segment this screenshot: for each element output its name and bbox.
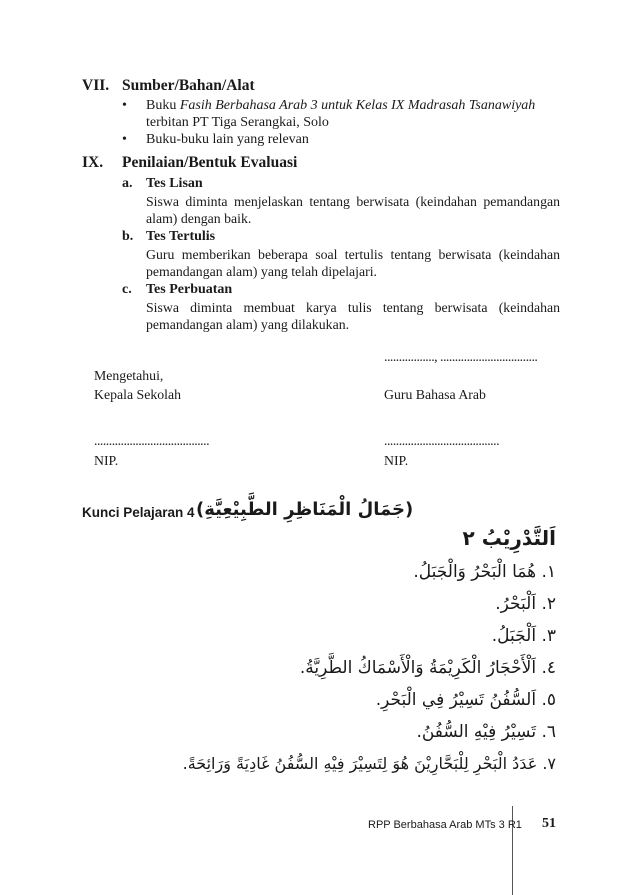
bullet-2-marker: • <box>122 132 127 147</box>
item-a-title: Tes Lisan <box>146 176 203 191</box>
item-a-line-1: Siswa diminta menjelaskan tentang berwisata (keindahan pemandangan <box>146 194 560 209</box>
item-c-title: Tes Perbuatan <box>146 282 233 297</box>
answer-6: ٦. تَسِيْرُ فِيْهِ السُّفُنُ. <box>416 722 556 742</box>
teacher-label: Guru Bahasa Arab <box>384 387 486 402</box>
principal-signature-line: ....................................... <box>94 433 210 448</box>
principal-nip: NIP. <box>94 453 119 468</box>
footer-text: RPP Berbahasa Arab MTs 3 R1 <box>368 819 522 831</box>
section-7-number: VII. <box>82 77 110 94</box>
acknowledged-label: Mengetahui, <box>94 368 164 383</box>
bullet-2-text: Buku-buku lain yang relevan <box>146 132 309 147</box>
section-7-title: Sumber/Bahan/Alat <box>122 77 255 94</box>
item-c-letter: c. <box>122 282 132 297</box>
bullet-1-text <box>146 97 566 114</box>
item-b-title: Tes Tertulis <box>146 229 216 244</box>
item-a-letter: a. <box>122 176 133 191</box>
item-c-line-1: Siswa diminta membuat karya tulis tentang berwisata (keindahan <box>146 300 560 315</box>
answer-4: ٤. اَلْأَحْجَارُ الْكَرِيْمَةُ وَالْأَسْمَاكُ الطَّرِيَّةُ. <box>299 658 556 678</box>
answer-key-arabic-title: (جَمَالُ الْمَنَاظِرِ الطَّبِيْعِيَّةِ) <box>196 499 414 520</box>
principal-label: Kepala Sekolah <box>94 387 181 402</box>
place-date-line: ................., ................................. <box>384 349 538 364</box>
bullet-1-book-title: Fasih Berbahasa Arab 3 untuk Kelas IX Madrasah Tsanawiyah <box>179 98 536 113</box>
item-a-line-2: alam) dengan baik. <box>146 211 252 226</box>
answer-3: ٣. اَلْجَبَلُ. <box>491 626 556 646</box>
exercise-heading: اَلتَّدْرِيْبُ ٢ <box>462 526 556 550</box>
section-9-title: Penilaian/Bentuk Evaluasi <box>122 154 298 171</box>
item-b-letter: b. <box>122 229 134 244</box>
answer-5: ٥. اَلسُّفُنُ تَسِيْرُ فِي الْبَحْرِ. <box>375 690 556 710</box>
answer-7: ٧. عَدَدُ الْبَحْرِ لِلْبَحَّارِيْنَ هُوَ لِتَسِيْرَ فِيْهِ السُّفُنُ غَادِيَةً وَرَائِحَةً. <box>182 754 556 773</box>
item-b-line-1: Guru memberikan beberapa soal tertulis tentang berwisata (keindahan <box>146 247 560 262</box>
item-b-line-2: pemandangan alam) yang telah dipelajari. <box>146 264 377 279</box>
answer-2: ٢. اَلْبَحْرُ. <box>495 594 556 614</box>
section-9-number: IX. <box>82 154 104 171</box>
teacher-nip: NIP. <box>384 453 409 468</box>
answer-1: ١. هُمَا الْبَحْرُ وَالْجَبَلُ. <box>413 562 556 582</box>
bullet-1-continuation: terbitan PT Tiga Serangkai, Solo <box>146 115 329 130</box>
item-c-line-2: pemandangan alam) yang dilakukan. <box>146 317 350 332</box>
teacher-signature-line: ....................................... <box>384 433 500 448</box>
bullet-1-lead: Buku <box>146 98 180 113</box>
answer-key-label: Kunci Pelajaran 4 <box>82 505 195 520</box>
page-number: 51 <box>542 816 556 831</box>
bullet-1-marker: • <box>122 98 127 113</box>
